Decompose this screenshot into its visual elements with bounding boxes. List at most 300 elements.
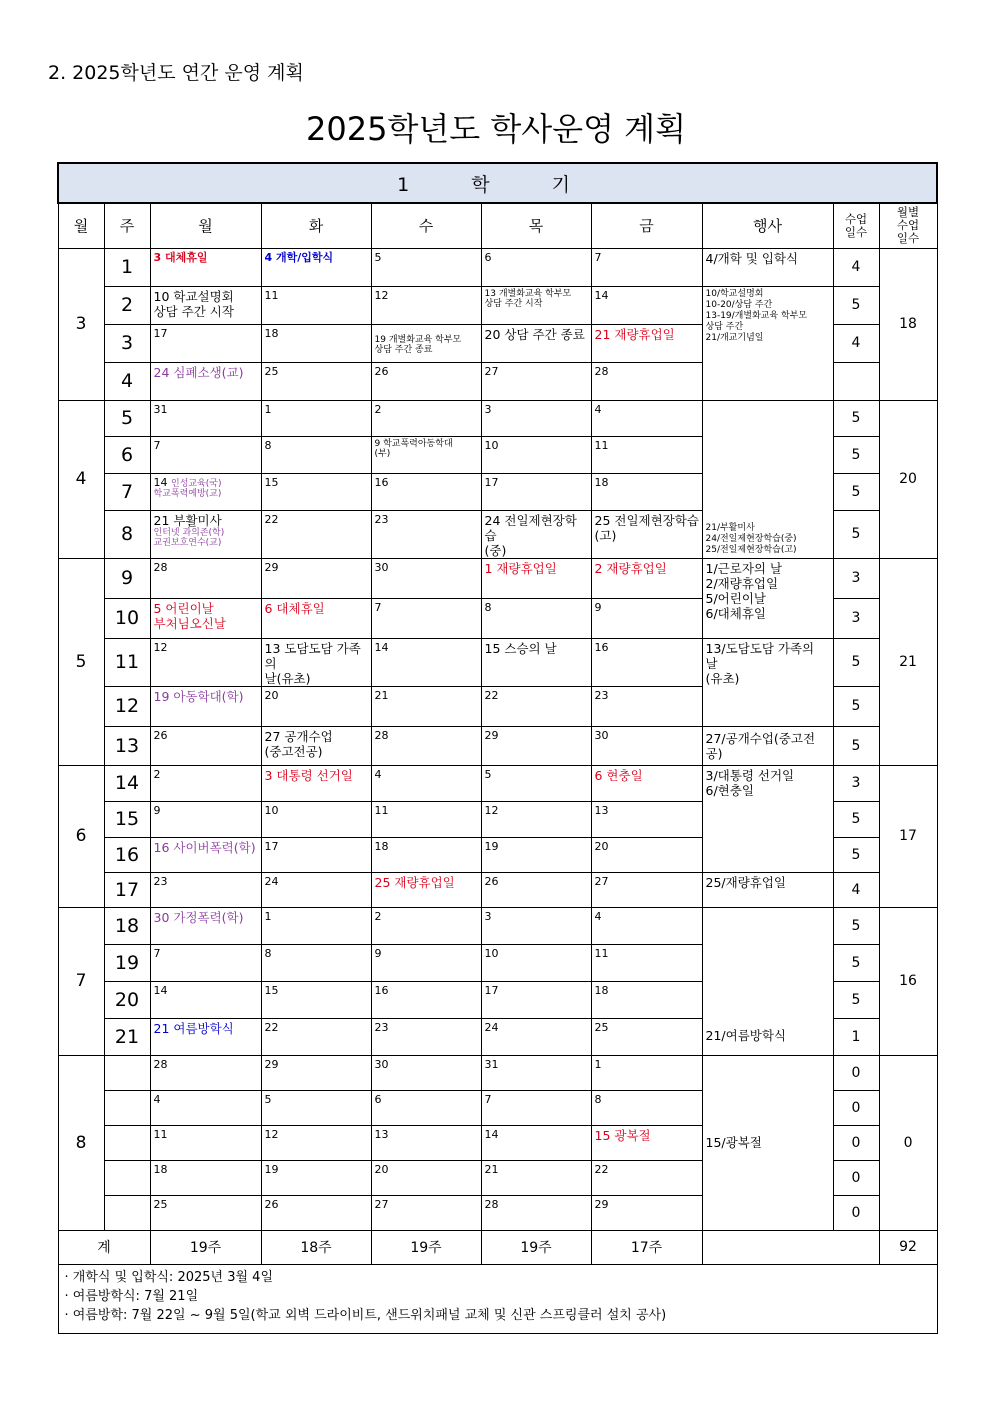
day-text: 4 bbox=[594, 909, 602, 923]
class-days-cell: 0 bbox=[833, 1055, 879, 1090]
event-cell bbox=[702, 638, 833, 726]
week-cell: 16 bbox=[104, 837, 150, 872]
day-cell bbox=[261, 765, 371, 801]
day-cell bbox=[150, 324, 261, 362]
day-cell bbox=[591, 473, 702, 510]
academic-calendar-table bbox=[57, 162, 938, 1334]
day-text: 13 bbox=[594, 803, 609, 817]
day-text: 12 bbox=[264, 1127, 279, 1141]
week-cell: 13 bbox=[104, 726, 150, 765]
event-text: (유초) bbox=[705, 670, 740, 686]
day-cell bbox=[591, 765, 702, 801]
day-text: 19 bbox=[264, 1162, 279, 1176]
day-text: 23 bbox=[153, 874, 168, 888]
monthly-days-cell: 17 bbox=[879, 765, 937, 907]
day-cell bbox=[150, 872, 261, 907]
day-text bbox=[154, 476, 259, 489]
total-wed: 19주 bbox=[371, 1230, 481, 1264]
day-cell bbox=[371, 362, 481, 400]
event-text: 1/근로자의 날 bbox=[705, 560, 783, 576]
day-cell bbox=[481, 801, 591, 837]
day-cell bbox=[591, 362, 702, 400]
day-text: 20 상담 주간 종료 bbox=[484, 326, 585, 342]
week-cell: 4 bbox=[104, 362, 150, 400]
col-thu: 목 bbox=[481, 203, 591, 248]
day-text: 23 bbox=[594, 688, 609, 702]
day-text: 22 bbox=[594, 1162, 609, 1176]
day-text: 3 대통령 선거일 bbox=[264, 767, 353, 783]
day-text: 20 bbox=[374, 1162, 389, 1176]
day-text: 20 bbox=[594, 839, 609, 853]
class-days-cell: 3 bbox=[833, 558, 879, 598]
day-number: 14 bbox=[153, 475, 168, 489]
event-text: 24/전일제현장학습(중) bbox=[705, 533, 797, 544]
day-cell bbox=[150, 981, 261, 1018]
day-cell bbox=[371, 872, 481, 907]
week-cell: 3 bbox=[104, 324, 150, 362]
day-cell bbox=[371, 944, 481, 981]
day-cell bbox=[150, 248, 261, 286]
day-text: 16 bbox=[374, 983, 389, 997]
day-text: 13 bbox=[374, 1127, 389, 1141]
day-text: 7 bbox=[374, 600, 382, 614]
day-text: 17 bbox=[153, 326, 168, 340]
day-cell bbox=[150, 473, 261, 510]
day-cell bbox=[481, 1018, 591, 1055]
day-cell bbox=[591, 1055, 702, 1090]
day-text: 27 bbox=[594, 874, 609, 888]
week-cell: 10 bbox=[104, 598, 150, 638]
day-text: 6 대체휴일 bbox=[264, 600, 325, 616]
event-cell bbox=[702, 726, 833, 765]
event-text: 4/개학 및 입학식 bbox=[705, 250, 799, 266]
day-text: 4 bbox=[594, 402, 602, 416]
day-text: 28 bbox=[594, 364, 609, 378]
day-cell bbox=[371, 436, 481, 473]
col-month: 월 bbox=[58, 203, 104, 248]
event-cell bbox=[702, 765, 833, 872]
day-cell bbox=[261, 324, 371, 362]
day-text: 17 bbox=[264, 839, 279, 853]
day-cell bbox=[481, 558, 591, 598]
monthly-days-cell: 20 bbox=[879, 400, 937, 558]
day-cell bbox=[371, 686, 481, 726]
event-cell bbox=[702, 558, 833, 638]
day-text: 1 bbox=[594, 1057, 602, 1071]
day-text: 29 bbox=[484, 728, 499, 742]
day-text: 26 bbox=[484, 874, 499, 888]
day-text: 부처님오신날 bbox=[153, 615, 226, 631]
day-text: 2 bbox=[374, 402, 382, 416]
day-cell bbox=[261, 473, 371, 510]
day-text: 날(유초) bbox=[264, 670, 311, 686]
event-text: 15/광복절 bbox=[705, 1135, 762, 1150]
day-text: 18 bbox=[594, 983, 609, 997]
total-empty bbox=[702, 1230, 879, 1264]
day-cell bbox=[371, 286, 481, 324]
day-text: 31 bbox=[153, 402, 168, 416]
week-cell: 1 bbox=[104, 248, 150, 286]
day-cell bbox=[261, 558, 371, 598]
day-text: 18 bbox=[374, 839, 389, 853]
day-cell bbox=[150, 907, 261, 944]
day-text: 상담 주간 종료 bbox=[374, 344, 433, 355]
total-fri: 17주 bbox=[591, 1230, 702, 1264]
day-text: 24 bbox=[264, 874, 279, 888]
day-cell bbox=[261, 362, 371, 400]
day-text: 27 공개수업 bbox=[264, 728, 333, 744]
day-text: 11 bbox=[374, 803, 389, 817]
week-cell: 2 bbox=[104, 286, 150, 324]
col-monthly-days bbox=[879, 203, 937, 248]
class-days-cell: 1 bbox=[833, 1018, 879, 1055]
day-cell bbox=[481, 872, 591, 907]
total-mon: 19주 bbox=[150, 1230, 261, 1264]
week-cell bbox=[104, 1160, 150, 1195]
day-cell bbox=[261, 436, 371, 473]
day-cell bbox=[150, 765, 261, 801]
day-text: 23 bbox=[374, 512, 389, 526]
week-cell: 21 bbox=[104, 1018, 150, 1055]
day-cell bbox=[371, 1055, 481, 1090]
day-text: 4 개학/입학식 bbox=[264, 250, 334, 264]
day-text: 25 bbox=[264, 364, 279, 378]
day-cell bbox=[481, 598, 591, 638]
day-text: 2 bbox=[153, 767, 161, 781]
day-cell bbox=[591, 944, 702, 981]
day-text: 5 bbox=[484, 767, 492, 781]
day-cell bbox=[371, 324, 481, 362]
day-text: 20 bbox=[264, 688, 279, 702]
event-text: 2/재량휴업일 bbox=[705, 575, 779, 591]
class-days-cell: 5 bbox=[833, 801, 879, 837]
day-cell bbox=[371, 1195, 481, 1230]
col-mon: 월 bbox=[150, 203, 261, 248]
week-cell: 11 bbox=[104, 638, 150, 686]
day-cell bbox=[481, 726, 591, 765]
day-text: 7 bbox=[153, 438, 161, 452]
day-cell bbox=[371, 473, 481, 510]
day-text: 8 bbox=[264, 946, 272, 960]
day-cell bbox=[591, 1018, 702, 1055]
day-text: 3 대체휴일 bbox=[153, 250, 208, 264]
day-text: 16 사이버폭력(학) bbox=[153, 839, 256, 855]
day-cell bbox=[591, 981, 702, 1018]
day-text: 27 bbox=[374, 1197, 389, 1211]
day-cell bbox=[481, 686, 591, 726]
col-tue: 화 bbox=[261, 203, 371, 248]
day-cell bbox=[591, 324, 702, 362]
day-text: 9 bbox=[374, 946, 382, 960]
class-days-cell: 5 bbox=[833, 286, 879, 324]
day-text: 10 학교설명회 bbox=[153, 288, 234, 304]
day-text: 22 bbox=[264, 512, 279, 526]
day-cell bbox=[591, 598, 702, 638]
day-text: (중고전공) bbox=[264, 743, 323, 759]
day-text: 10 bbox=[264, 803, 279, 817]
day-cell bbox=[481, 1055, 591, 1090]
day-cell bbox=[481, 248, 591, 286]
day-cell bbox=[481, 837, 591, 872]
class-days-cell: 5 bbox=[833, 726, 879, 765]
day-cell bbox=[591, 1090, 702, 1125]
day-text: 2 재량휴업일 bbox=[594, 560, 667, 576]
day-cell bbox=[591, 400, 702, 436]
week-cell bbox=[104, 1195, 150, 1230]
day-note: 인터넷 과의존(학) bbox=[153, 527, 225, 538]
semester-header: 1 학 기 bbox=[58, 163, 937, 203]
day-text: 14 bbox=[484, 1127, 499, 1141]
day-cell bbox=[261, 1195, 371, 1230]
day-cell bbox=[371, 1018, 481, 1055]
day-text: 3 bbox=[484, 909, 492, 923]
day-cell bbox=[371, 558, 481, 598]
day-text: 9 학교폭력아동학대 bbox=[374, 438, 453, 449]
day-cell bbox=[261, 1125, 371, 1160]
day-cell bbox=[261, 1055, 371, 1090]
week-cell: 14 bbox=[104, 765, 150, 801]
class-days-cell: 3 bbox=[833, 598, 879, 638]
day-text: 15 스승의 날 bbox=[484, 640, 557, 656]
day-text: 5 bbox=[374, 250, 382, 264]
day-cell bbox=[591, 1160, 702, 1195]
day-text: 11 bbox=[153, 1127, 168, 1141]
day-text: 29 bbox=[264, 1057, 279, 1071]
day-text: 26 bbox=[264, 1197, 279, 1211]
event-text: 13-19/개별화교육 학부모 bbox=[705, 310, 808, 321]
day-text: 25 재량휴업일 bbox=[374, 874, 455, 890]
day-text: 30 가정폭력(학) bbox=[153, 909, 244, 925]
day-cell bbox=[481, 400, 591, 436]
day-cell bbox=[481, 324, 591, 362]
event-text: 10-20/상담 주간 bbox=[705, 299, 773, 310]
day-text: 14 bbox=[594, 288, 609, 302]
day-cell bbox=[371, 1125, 481, 1160]
day-text: 19 아동학대(학) bbox=[153, 688, 244, 704]
day-cell bbox=[481, 510, 591, 558]
day-text: 12 bbox=[374, 288, 389, 302]
day-text: 28 bbox=[374, 728, 389, 742]
day-cell bbox=[591, 1125, 702, 1160]
class-days-cell: 4 bbox=[833, 248, 879, 286]
week-cell: 5 bbox=[104, 400, 150, 436]
event-text: 25/재량휴업일 bbox=[705, 874, 786, 890]
class-days-cell: 0 bbox=[833, 1195, 879, 1230]
day-text: 26 bbox=[374, 364, 389, 378]
week-cell bbox=[104, 1090, 150, 1125]
day-text: 12 bbox=[153, 640, 168, 654]
day-cell bbox=[591, 558, 702, 598]
day-text: 25 bbox=[594, 1020, 609, 1034]
day-cell bbox=[481, 1090, 591, 1125]
week-cell: 19 bbox=[104, 944, 150, 981]
day-cell bbox=[371, 907, 481, 944]
event-text: 21/부활미사 bbox=[705, 522, 755, 533]
day-text: 18 bbox=[594, 475, 609, 489]
day-text: 11 bbox=[594, 438, 609, 452]
day-cell bbox=[591, 872, 702, 907]
day-text: 4 bbox=[374, 767, 382, 781]
total-tue: 18주 bbox=[261, 1230, 371, 1264]
day-cell bbox=[150, 436, 261, 473]
day-cell bbox=[371, 1160, 481, 1195]
class-days-cell: 0 bbox=[833, 1090, 879, 1125]
event-text: 6/대체휴일 bbox=[705, 605, 766, 621]
day-text: 28 bbox=[484, 1197, 499, 1211]
day-text: 1 재량휴업일 bbox=[484, 560, 557, 576]
total-label: 계 bbox=[58, 1230, 150, 1264]
day-cell bbox=[371, 248, 481, 286]
day-text: 상담 주간 시작 bbox=[153, 303, 234, 319]
day-text: 21 bbox=[374, 688, 389, 702]
day-text: 5 어린이날 bbox=[153, 600, 214, 616]
col-fri: 금 bbox=[591, 203, 702, 248]
day-text: 21 부활미사 bbox=[153, 512, 222, 528]
day-cell bbox=[371, 598, 481, 638]
month-cell: 4 bbox=[58, 400, 104, 558]
day-text: 1 bbox=[264, 909, 272, 923]
week-cell: 18 bbox=[104, 907, 150, 944]
day-cell bbox=[150, 686, 261, 726]
day-text: 18 bbox=[153, 1162, 168, 1176]
day-text: 25 bbox=[153, 1197, 168, 1211]
day-text: 29 bbox=[594, 1197, 609, 1211]
week-cell: 7 bbox=[104, 473, 150, 510]
class-days-cell: 3 bbox=[833, 765, 879, 801]
monthly-days-cell: 21 bbox=[879, 558, 937, 765]
day-cell bbox=[481, 1195, 591, 1230]
event-text: 6/현충일 bbox=[705, 782, 754, 798]
day-cell bbox=[261, 872, 371, 907]
day-cell bbox=[261, 286, 371, 324]
total-sum: 92 bbox=[879, 1230, 937, 1264]
day-text: (부) bbox=[374, 448, 391, 459]
day-cell bbox=[261, 638, 371, 686]
month-cell: 6 bbox=[58, 765, 104, 907]
day-cell bbox=[150, 1055, 261, 1090]
class-days-cell: 4 bbox=[833, 324, 879, 362]
class-days-cell: 5 bbox=[833, 436, 879, 473]
day-cell bbox=[150, 1125, 261, 1160]
day-cell bbox=[591, 248, 702, 286]
day-cell bbox=[371, 638, 481, 686]
day-text: 29 bbox=[264, 560, 279, 574]
week-cell: 20 bbox=[104, 981, 150, 1018]
day-cell bbox=[261, 598, 371, 638]
day-cell bbox=[261, 686, 371, 726]
day-text: 5 bbox=[264, 1092, 272, 1106]
day-cell bbox=[150, 598, 261, 638]
event-text: 27/공개수업(중고전공) bbox=[705, 730, 816, 761]
day-cell bbox=[150, 400, 261, 436]
class-days-cell: 5 bbox=[833, 981, 879, 1018]
day-cell bbox=[481, 1125, 591, 1160]
day-text: 23 bbox=[374, 1020, 389, 1034]
month-cell: 7 bbox=[58, 907, 104, 1055]
class-days-cell: 5 bbox=[833, 510, 879, 558]
day-text: 16 bbox=[374, 475, 389, 489]
day-text: 1 bbox=[264, 402, 272, 416]
class-days-cell: 5 bbox=[833, 837, 879, 872]
day-text: 30 bbox=[374, 1057, 389, 1071]
day-cell bbox=[150, 638, 261, 686]
week-cell: 12 bbox=[104, 686, 150, 726]
day-cell bbox=[150, 558, 261, 598]
day-cell bbox=[150, 362, 261, 400]
day-cell bbox=[371, 837, 481, 872]
day-text: 14 bbox=[374, 640, 389, 654]
day-cell bbox=[371, 510, 481, 558]
day-cell bbox=[481, 638, 591, 686]
note-line: · 개학식 및 입학식: 2025년 3월 4일 bbox=[64, 1269, 274, 1285]
section-heading: 2. 2025학년도 연간 운영 계획 bbox=[48, 62, 304, 84]
day-cell bbox=[150, 286, 261, 324]
day-text: 15 광복절 bbox=[594, 1127, 651, 1143]
day-text: 15 bbox=[264, 475, 279, 489]
day-cell bbox=[591, 837, 702, 872]
note-line: · 여름방학: 7월 22일 ~ 9월 5일(학교 외벽 드라이비트, 샌드위치패널 교체 및 신관 스프링클러 설치 공사) bbox=[64, 1307, 667, 1323]
day-cell bbox=[481, 765, 591, 801]
day-cell bbox=[371, 1090, 481, 1125]
event-text: 21/개교기념일 bbox=[705, 332, 764, 343]
event-cell bbox=[702, 400, 833, 558]
day-text: 15 bbox=[264, 983, 279, 997]
day-text: 21 재량휴업일 bbox=[594, 326, 675, 342]
day-cell bbox=[261, 400, 371, 436]
day-cell bbox=[591, 801, 702, 837]
day-text: 4 bbox=[153, 1092, 161, 1106]
class-days-cell: 5 bbox=[833, 907, 879, 944]
note-line: · 여름방학식: 7월 21일 bbox=[64, 1288, 199, 1304]
day-text: 10 bbox=[484, 946, 499, 960]
event-cell bbox=[833, 362, 879, 400]
week-cell: 6 bbox=[104, 436, 150, 473]
day-cell bbox=[371, 981, 481, 1018]
monthly-days-cell: 18 bbox=[879, 248, 937, 400]
day-text: 30 bbox=[594, 728, 609, 742]
day-text: 31 bbox=[484, 1057, 499, 1071]
day-text: 9 bbox=[153, 803, 161, 817]
week-cell: 8 bbox=[104, 510, 150, 558]
day-cell bbox=[261, 981, 371, 1018]
class-days-cell: 0 bbox=[833, 1160, 879, 1195]
day-cell bbox=[150, 944, 261, 981]
event-cell bbox=[702, 872, 833, 907]
event-text: 5/어린이날 bbox=[705, 590, 766, 606]
day-cell bbox=[261, 1160, 371, 1195]
day-cell bbox=[150, 1018, 261, 1055]
day-cell bbox=[591, 436, 702, 473]
day-text: 6 bbox=[484, 250, 492, 264]
day-text: 24 심폐소생(교) bbox=[153, 364, 244, 380]
day-text: 19 개별화교육 학부모 bbox=[374, 334, 462, 345]
day-text: 30 bbox=[374, 560, 389, 574]
month-cell: 3 bbox=[58, 248, 104, 400]
day-cell bbox=[261, 907, 371, 944]
day-text: 16 bbox=[594, 640, 609, 654]
day-text: 11 bbox=[594, 946, 609, 960]
day-cell bbox=[261, 726, 371, 765]
day-text: 12 bbox=[484, 803, 499, 817]
day-cell bbox=[150, 801, 261, 837]
day-text: 10 bbox=[484, 438, 499, 452]
class-days-cell: 5 bbox=[833, 400, 879, 436]
col-monthly-days-label: 월별 수업 일수 bbox=[896, 205, 920, 246]
day-cell bbox=[150, 1160, 261, 1195]
day-text: 17 bbox=[484, 475, 499, 489]
day-text: (중) bbox=[484, 542, 507, 558]
day-cell bbox=[261, 1018, 371, 1055]
